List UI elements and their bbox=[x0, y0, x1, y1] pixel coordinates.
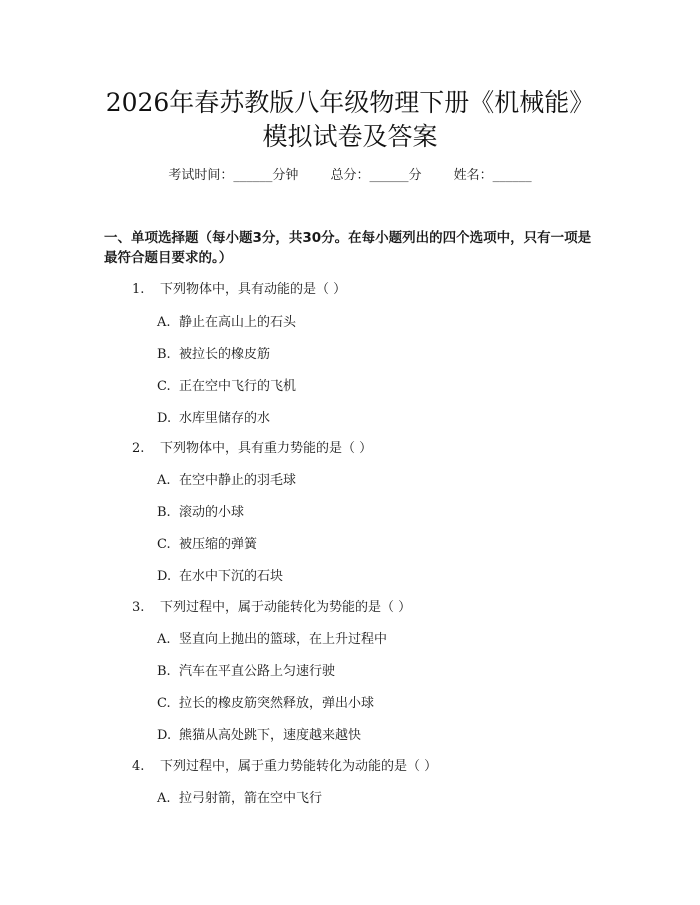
option-text: 汽车在平直公路上匀速行驶 bbox=[179, 664, 336, 679]
option-letter: C. bbox=[157, 537, 171, 552]
question-2-option-b bbox=[157, 504, 244, 522]
option-letter: B. bbox=[157, 505, 171, 520]
option-text: 拉长的橡皮筋突然释放，弹出小球 bbox=[179, 696, 375, 711]
question-3-option-b bbox=[157, 663, 335, 681]
question-number: 3. bbox=[132, 600, 145, 615]
exam-time-blank: ______ bbox=[233, 168, 273, 183]
option-letter: D. bbox=[157, 728, 172, 743]
option-text: 正在空中飞行的飞机 bbox=[179, 379, 297, 394]
question-4-option-a bbox=[157, 790, 322, 808]
question-2 bbox=[132, 440, 372, 458]
section-heading: 一、单项选择题（每小题3分，共30分。在每小题列出的四个选项中，只有一项是最符合题目要求的。） bbox=[104, 230, 592, 266]
page-title-line-2: 模拟试卷及答案 bbox=[262, 122, 438, 151]
question-1-option-a bbox=[157, 314, 296, 332]
option-letter: A. bbox=[157, 315, 171, 330]
total-score-blank: ______ bbox=[369, 168, 409, 183]
option-text: 被拉长的橡皮筋 bbox=[179, 347, 271, 362]
page-title-line-1: 2026年春苏教版八年级物理下册《机械能》 bbox=[105, 88, 595, 117]
question-1 bbox=[132, 281, 346, 299]
question-3-option-c bbox=[157, 695, 374, 713]
exam-time-field bbox=[168, 168, 298, 183]
option-letter: B. bbox=[157, 664, 171, 679]
question-1-option-b bbox=[157, 346, 270, 364]
student-name-field bbox=[454, 168, 532, 183]
question-text: 下列物体中，具有动能的是（ ） bbox=[160, 282, 347, 297]
total-score-field bbox=[330, 168, 421, 183]
question-number: 2. bbox=[132, 441, 145, 456]
question-1-option-d bbox=[157, 410, 270, 428]
question-2-option-d bbox=[157, 568, 283, 586]
option-letter: B. bbox=[157, 347, 171, 362]
option-text: 在空中静止的羽毛球 bbox=[179, 473, 297, 488]
option-letter: A. bbox=[157, 791, 171, 806]
option-letter: A. bbox=[157, 473, 171, 488]
student-name-label: 姓名： bbox=[453, 168, 493, 183]
option-letter: C. bbox=[157, 696, 171, 711]
option-letter: C. bbox=[157, 379, 171, 394]
option-text: 水库里储存的水 bbox=[179, 411, 271, 426]
exam-info-line bbox=[0, 166, 700, 186]
option-text: 被压缩的弹簧 bbox=[179, 537, 258, 552]
total-score-label: 总分： bbox=[330, 168, 370, 183]
question-text: 下列物体中，具有重力势能的是（ ） bbox=[160, 441, 373, 456]
option-text: 在水中下沉的石块 bbox=[179, 569, 284, 584]
question-3-option-d bbox=[157, 727, 361, 745]
question-number: 1. bbox=[132, 282, 145, 297]
student-name-blank: ______ bbox=[492, 168, 532, 183]
option-text: 静止在高山上的石头 bbox=[179, 315, 297, 330]
option-letter: D. bbox=[157, 411, 172, 426]
question-number: 4. bbox=[132, 759, 145, 774]
option-text: 熊猫从高处跳下，速度越来越快 bbox=[179, 728, 362, 743]
total-score-unit: 分 bbox=[408, 168, 422, 183]
option-text: 拉弓射箭，箭在空中飞行 bbox=[179, 791, 323, 806]
option-text: 滚动的小球 bbox=[179, 505, 245, 520]
option-text: 竖直向上抛出的篮球，在上升过程中 bbox=[179, 632, 388, 647]
question-1-option-c bbox=[157, 378, 296, 396]
question-text: 下列过程中，属于动能转化为势能的是（ ） bbox=[160, 600, 412, 615]
exam-time-unit: 分钟 bbox=[272, 168, 299, 183]
question-text: 下列过程中，属于重力势能转化为动能的是（ ） bbox=[160, 759, 438, 774]
exam-time-label: 考试时间： bbox=[168, 168, 234, 183]
question-2-option-c bbox=[157, 536, 257, 554]
question-4 bbox=[132, 758, 437, 776]
question-3 bbox=[132, 599, 411, 617]
question-2-option-a bbox=[157, 472, 296, 490]
option-letter: A. bbox=[157, 632, 171, 647]
option-letter: D. bbox=[157, 569, 172, 584]
question-3-option-a bbox=[157, 631, 387, 649]
